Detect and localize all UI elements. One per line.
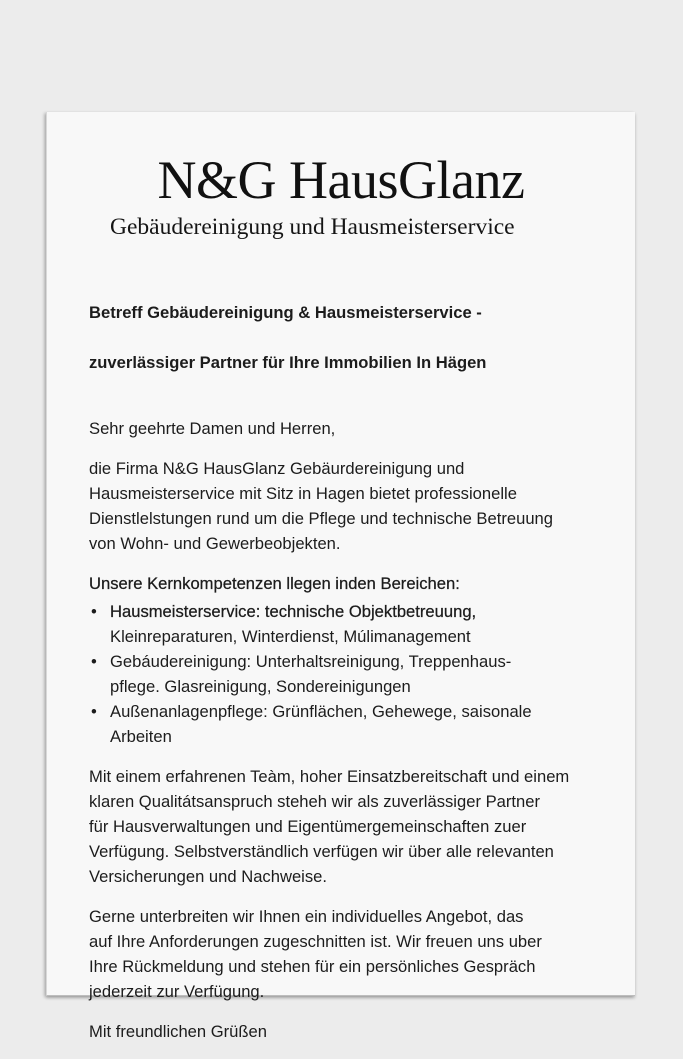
team-line: Verfügung. Selbstverständlich verfügen wir über alle relevanten [89,842,554,861]
bullet-icon: • [91,702,97,721]
offer-line: auf Ihre Anforderungen zugeschnitten ist. Wir freuen uns uber [89,932,542,951]
intro-paragraph [89,456,629,556]
intro-line: Dienstlelstungen rund um die Pflege und technische Betreuung [89,509,554,528]
salutation: Sehr geehrte Damen und Herren, [89,419,336,438]
team-line: Versicherungen und Nachweise. [89,867,327,886]
team-line: Mit einem erfahrenen Teàm, hoher Einsatzbereitschaft und einem [89,767,570,786]
closing: Mit freundlichen Grüßen [89,1022,268,1041]
company-name-logo: N&G HausGlanz [157,150,525,210]
service-item-aussenanlagen [89,699,629,749]
services-list [89,599,629,749]
service-item-hausmeister [89,599,629,649]
offer-line: jederzeit zur Verfügung. [89,982,265,1001]
service-line: Hausmeisterservice: technische Objektbetreuung, [110,602,477,621]
service-line: Arbeiten [110,727,172,746]
service-line: pflege. Glasreinigung, Sondereinigungen [110,677,411,696]
services-heading: Unsere Kernkompetenzen llegen inden Bereichen: [89,574,460,593]
intro-line: die Firma N&G HausGlanz Gebäurdereinigung und [89,459,465,478]
company-tagline: Gebäudereinigung und Hausmeisterservice [110,214,515,240]
service-line: Gebáudereinigung: Unterhaltsreinigung, Treppenhaus- [110,652,512,671]
letter-body [89,275,629,1059]
bullet-icon: • [91,602,97,621]
subject-line-1: Betreff Gebäudereinigung & Hausmeisterservice - [89,303,482,322]
subject-line-2: zuverlässiger Partner für Ihre Immobilien In Hägen [89,353,487,372]
bullet-icon: • [91,652,97,671]
offer-line: Ihre Rückmeldung und stehen für ein persönliches Gespräch [89,957,536,976]
service-item-gebaeudereinigung [89,649,629,699]
team-line: für Hausverwaltungen und Eigentümergemeinschaften zuer [89,817,527,836]
service-line: Außenanlagenpflege: Grünflächen, Gehewege, saisonale [110,702,532,721]
intro-line: Hausmeisterservice mit Sitz in Hagen bietet professionelle [89,484,517,503]
intro-line: von Wohn- und Gewerbeobjekten. [89,534,341,553]
offer-paragraph [89,904,629,1004]
service-line: Kleinreparaturen, Winterdienst, Múlimanagement [110,627,471,646]
team-line: klaren Qualitátsanspruch steheh wir als zuverlässiger Partner [89,792,541,811]
subject-line [89,275,629,400]
offer-line: Gerne unterbreiten wir Ihnen ein individuelles Angebot, das [89,907,524,926]
team-paragraph [89,764,629,889]
letter-page [46,112,635,1041]
